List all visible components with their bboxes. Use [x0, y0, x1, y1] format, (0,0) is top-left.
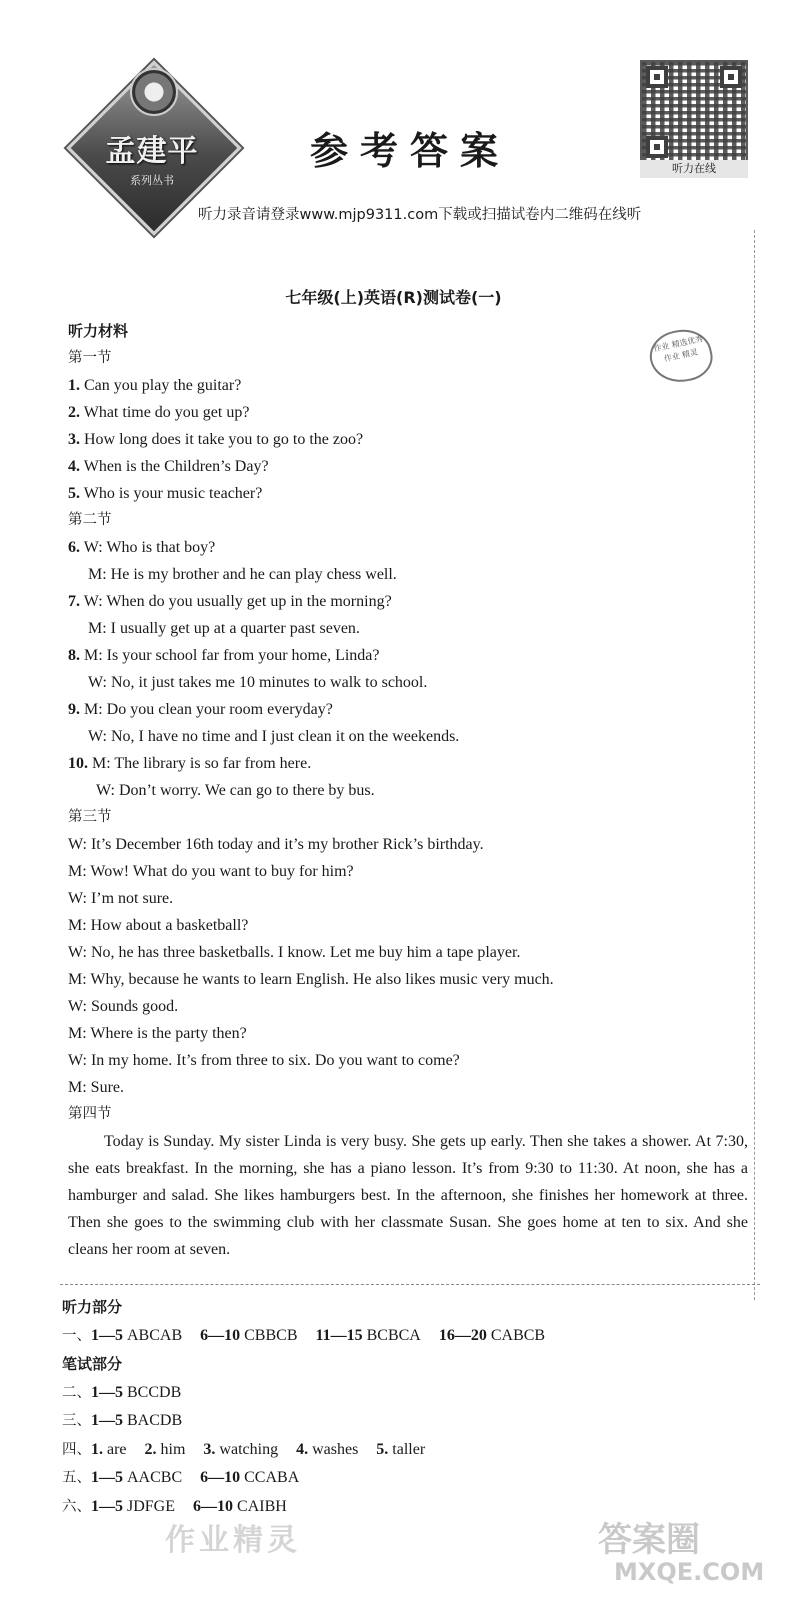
item-text: When is the Children’s Day? [83, 458, 269, 475]
answer-value: ABCAB [127, 1326, 183, 1344]
dialog-text: W: When do you usually get up in the morning? [83, 593, 392, 610]
watermark-right-logo: 答案圈 [598, 1520, 700, 1560]
watermark-right-url: MXQE.COM [614, 1558, 765, 1586]
item-text: How long does it take you to go to the zoo? [84, 431, 364, 448]
list-item [68, 399, 758, 426]
dialog-line: M: Why, because he wants to learn English. He also likes music very much. [68, 971, 554, 988]
answer-value: CABCB [490, 1326, 546, 1344]
item-text: What time do you get up? [83, 404, 250, 421]
item-number: 9. [68, 701, 80, 718]
dialog-line: W: Don’t worry. We can go to there by bus. [96, 782, 375, 799]
section-heading: 第三节 [68, 809, 112, 825]
dialog-text: W: Who is that boy? [83, 539, 216, 556]
answer-heading: 笔试部分 [62, 1355, 123, 1373]
answer-value: him [160, 1440, 186, 1458]
part-label: 二、 [62, 1384, 91, 1401]
answer-range: 1—5 [91, 1412, 123, 1429]
item-number: 6. [68, 539, 80, 556]
item-number: 7. [68, 593, 80, 610]
dialog-text: M: Do you clean your room everyday? [84, 701, 333, 718]
answer-range: 1—5 [91, 1383, 123, 1401]
item-text: Can you play the guitar? [84, 377, 242, 394]
item-number: 2. [68, 404, 80, 421]
answer-value: BCBCA [366, 1326, 421, 1344]
answer-value: CCABA [244, 1469, 300, 1486]
page-title: 参考答案 [309, 129, 510, 173]
answer-value: watching [219, 1440, 279, 1458]
section-heading: 听力材料 [68, 322, 129, 340]
logo-series-label: 系列丛书 [130, 174, 174, 187]
logo-emblem-icon [130, 68, 178, 116]
item-text: Who is your music teacher? [83, 485, 263, 502]
answer-value: JDFGE [127, 1497, 176, 1515]
qr-code-icon[interactable] [640, 60, 748, 164]
dialog-line: W: Sounds good. [68, 998, 179, 1015]
divider [60, 1284, 760, 1285]
answer-section [62, 1293, 752, 1521]
answer-number: 1. [91, 1440, 103, 1458]
qr-label: 听力在线 [640, 160, 748, 178]
answer-range: 1—5 [91, 1326, 123, 1344]
dialog-line: W: No, I have no time and I just clean it on the weekends. [88, 728, 460, 745]
answer-value: BACDB [127, 1412, 183, 1429]
answer-row [62, 1322, 752, 1351]
dialog-line: W: No, he has three basketballs. I know. Let me buy him a tape player. [68, 944, 521, 961]
dialog-line: M: Wow! What do you want to buy for him? [68, 863, 354, 880]
dialog-line [68, 588, 758, 615]
answer-range: 16—20 [438, 1326, 487, 1344]
watermark-left: 作业精灵 [165, 1523, 301, 1558]
dialog-text: M: Is your school far from your home, Linda? [84, 647, 380, 664]
item-number: 4. [68, 458, 80, 475]
answer-range: 6—10 [193, 1497, 234, 1515]
dialog-line [68, 696, 758, 723]
answer-number: 4. [296, 1440, 309, 1458]
section-heading: 第二节 [68, 512, 112, 528]
answer-row [62, 1464, 752, 1493]
audio-download-note: 听力录音请登录www.mjp9311.com下载或扫描试卷内二维码在线听 [198, 207, 642, 223]
answer-range: 1—5 [91, 1497, 123, 1515]
dialog-line: M: Sure. [68, 1079, 124, 1096]
section-heading: 第四节 [68, 1106, 112, 1122]
answer-range: 11—15 [315, 1326, 363, 1344]
answer-number: 3. [203, 1440, 216, 1458]
item-number: 10. [68, 755, 88, 772]
answer-heading: 听力部分 [62, 1298, 123, 1316]
passage-paragraph: Today is Sunday. My sister Linda is very busy. She gets up early. Then she takes a shower. At 7:30, she eats breakfast. In the morning, she has a piano lesson. It’s from 9:30 to 11:30. At noon, she has a hamburger and salad. She likes hamburgers best. In the afternoon, she finishes her homework at three. Then she goes to the swimming club with her classmate Susan. She goes home at ten to six. And she cleans her room at seven. [68, 1133, 748, 1258]
stamp-text: 作业 精选优秀作业 精灵 [652, 334, 705, 364]
answer-value: BCCDB [127, 1383, 182, 1401]
dialog-text: M: The library is so far from here. [92, 755, 312, 772]
answer-value: CAIBH [237, 1497, 287, 1515]
dialog-line: W: In my home. It’s from three to six. Do you want to come? [68, 1052, 460, 1069]
part-label: 五、 [62, 1470, 91, 1486]
answer-value: washes [312, 1440, 359, 1458]
part-label: 三、 [62, 1413, 91, 1429]
answer-number: 5. [376, 1440, 389, 1458]
item-number: 5. [68, 485, 80, 502]
qr-finder-icon [720, 66, 742, 88]
dialog-line [68, 534, 758, 561]
qr-finder-icon [646, 136, 668, 158]
dialog-line: W: No, it just takes me 10 minutes to walk to school. [88, 674, 428, 691]
answer-value: are [107, 1440, 127, 1458]
qr-finder-icon [646, 66, 668, 88]
answer-range: 6—10 [200, 1326, 241, 1344]
dialog-line: M: I usually get up at a quarter past seven. [88, 620, 360, 637]
dialog-line: W: It’s December 16th today and it’s my brother Rick’s birthday. [68, 836, 484, 853]
item-number: 1. [68, 377, 80, 394]
answer-row [62, 1379, 752, 1408]
dialog-line: M: How about a basketball? [68, 917, 249, 934]
answer-value: CBBCB [244, 1326, 298, 1344]
dialog-line: M: Where is the party then? [68, 1025, 247, 1042]
answer-value: AACBC [127, 1469, 183, 1486]
answer-value: taller [392, 1440, 426, 1458]
test-title: 七年级(上)英语(R)测试卷(一) [285, 288, 502, 307]
answer-number: 2. [144, 1440, 157, 1458]
answer-range: 1—5 [91, 1469, 123, 1486]
list-item [68, 426, 758, 453]
list-item [68, 480, 758, 507]
item-number: 3. [68, 431, 80, 448]
answer-range: 6—10 [200, 1469, 241, 1486]
listening-transcript [68, 318, 758, 1263]
item-number: 8. [68, 647, 80, 664]
section-heading: 第一节 [68, 350, 112, 366]
part-label: 一、 [62, 1327, 91, 1344]
list-item [68, 453, 758, 480]
answer-row [62, 1436, 752, 1465]
answer-row [62, 1407, 752, 1436]
dialog-line [68, 642, 758, 669]
list-item [68, 372, 758, 399]
dialog-line [68, 750, 758, 777]
part-label: 四、 [62, 1441, 91, 1458]
dialog-line: W: I’m not sure. [68, 890, 174, 907]
dialog-line: M: He is my brother and he can play chess well. [88, 566, 397, 583]
logo-name: 孟建平 [105, 134, 199, 169]
part-label: 六、 [62, 1498, 91, 1515]
qr-code-block[interactable] [640, 60, 748, 180]
